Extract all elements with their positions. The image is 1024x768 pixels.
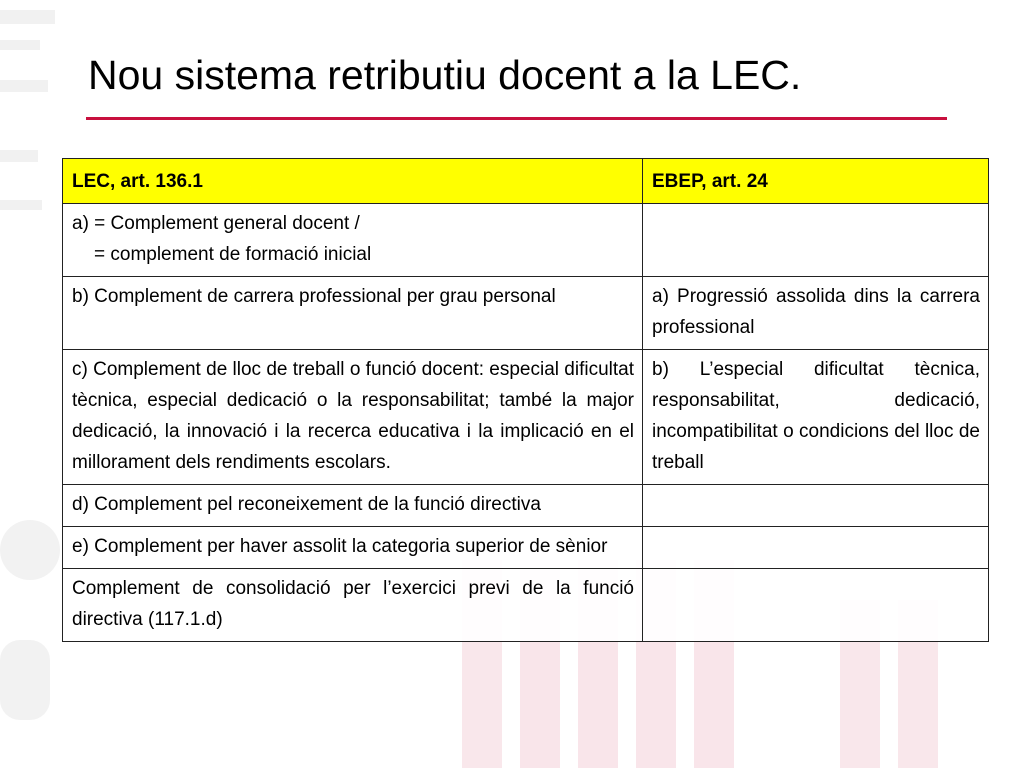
- table-header-row: [63, 159, 989, 204]
- cell-lec: c) Complement de lloc de treball o funció docent: especial dificultat tècnica, especial dedicació o la responsabilitat; també la major dedicació, la innovació i la recerca educativa i la implicació en el millorament dels rendiments escolars.: [63, 350, 643, 485]
- header-lec: LEC, art. 136.1: [63, 159, 643, 204]
- table-row: [63, 204, 989, 277]
- cell-lec: e) Complement per haver assolit la categoria superior de sènior: [63, 527, 643, 569]
- cell-lec: [63, 204, 643, 277]
- table-row: [63, 350, 989, 485]
- cell-lec-line: a) = Complement general docent /: [72, 213, 360, 234]
- cell-ebep: [643, 485, 989, 527]
- cell-lec: Complement de consolidació per l’exercici previ de la funció directiva (117.1.d): [63, 569, 643, 642]
- table-row: [63, 569, 989, 642]
- title-underline: [86, 117, 947, 120]
- cell-lec: b) Complement de carrera professional per grau personal: [63, 277, 643, 350]
- cell-lec: d) Complement pel reconeixement de la funció directiva: [63, 485, 643, 527]
- slide-title: Nou sistema retributiu docent a la LEC.: [88, 52, 802, 98]
- header-ebep: EBEP, art. 24: [643, 159, 989, 204]
- comparison-table: [62, 158, 989, 642]
- cell-ebep: [643, 569, 989, 642]
- table-row: [63, 527, 989, 569]
- cell-ebep: b) L’especial dificultat tècnica, responsabilitat, dedicació, incompatibilitat o condicions del lloc de treball: [643, 350, 989, 485]
- cell-ebep: [643, 204, 989, 277]
- cell-ebep: [643, 527, 989, 569]
- table-row: [63, 485, 989, 527]
- table-row: [63, 277, 989, 350]
- cell-ebep: a) Progressió assolida dins la carrera professional: [643, 277, 989, 350]
- cell-lec-line: = complement de formació inicial: [94, 244, 372, 265]
